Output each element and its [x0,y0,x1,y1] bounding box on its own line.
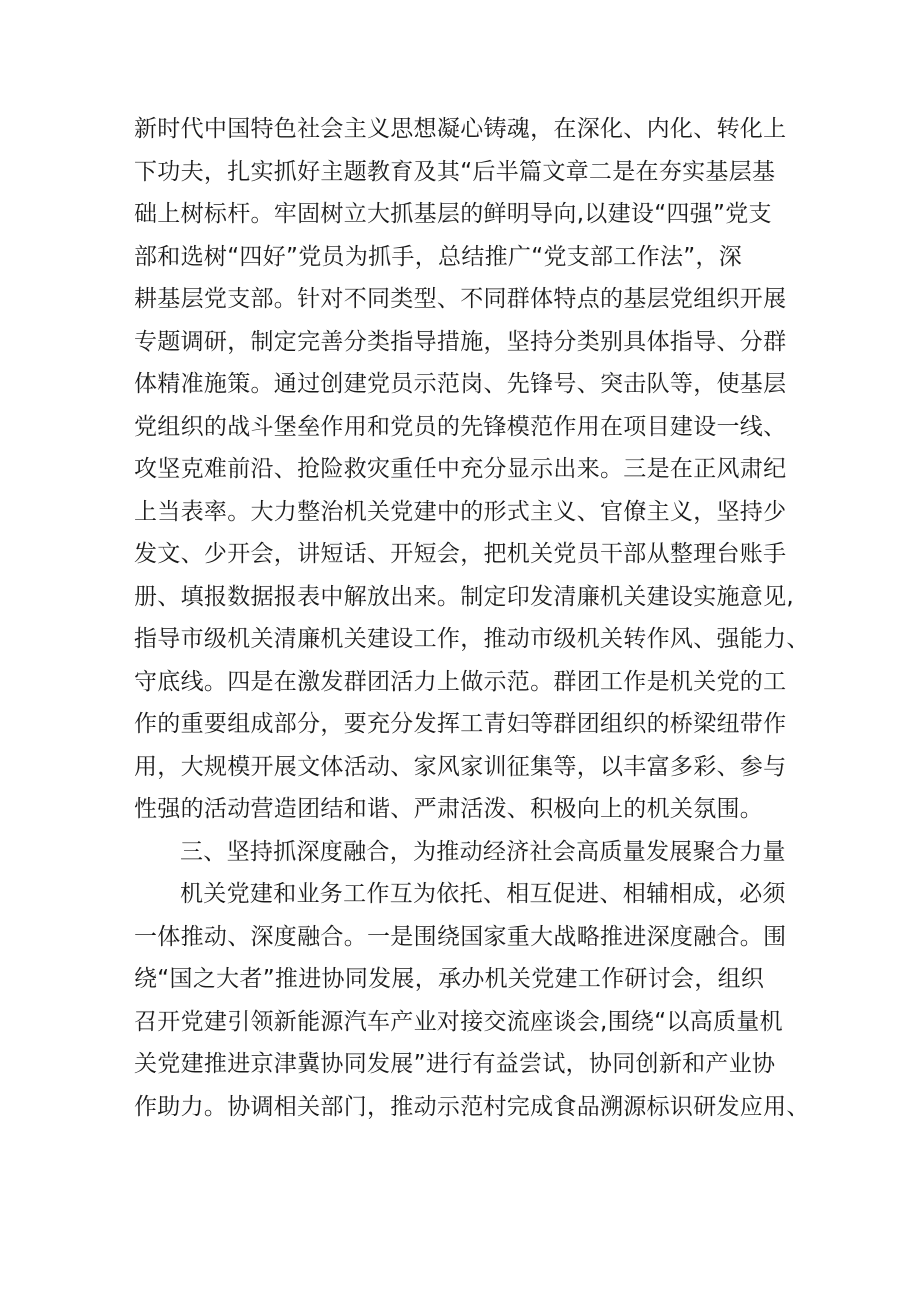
text-line: 部和选树“四好”党员为抓手，总结推广“党支部工作法”，深 [134,243,743,270]
text-line: 召开党建引领新能源汽车产业对接交流座谈会,围绕“以高质量机 [134,1008,783,1035]
body-text [134,108,810,1128]
text-line: 关党建推进京津冀协同发展”进行有益尝试，协同创新和产业协 [134,1051,776,1077]
text-line: 作的重要组成部分，要充分发挥工青妇等群团组织的桥梁纽带作 [134,711,787,737]
paragraph-first-line: 机关党建和业务工作互为依托、相互促进、相辅相成，必须 [180,881,786,907]
text-line: 耕基层党支部。针对不同类型、不同群体特点的基层党组织开展 [134,286,787,312]
text-line: 一体推动、深度融合。一是围绕国家重大战略推进深度融合。围 [134,923,787,950]
text-line: 作助力。协调相关部门，推动示范村完成食品溯源标识研发应用、 [134,1093,810,1120]
text-line: 性强的活动营造团结和谐、严肃活泼、积极向上的机关氛围。 [134,796,764,822]
text-line: 下功夫，扎实抓好主题教育及其“后半篇文章二是在夯实基层基 [134,158,776,185]
text-line: 上当表率。大力整治机关党建中的形式主义、官僚主义，坚持少 [134,498,787,525]
text-line: 攻坚克难前沿、抢险救灾重任中充分显示出来。三是在正风肃纪 [134,456,787,482]
text-line: 用，大规模开展文体活动、家风家训征集等，以丰富多彩、参与 [134,753,787,780]
text-line: 新时代中国特色社会主义思想凝心铸魂，在深化、内化、转化上 [134,116,787,142]
text-line: 专题调研，制定完善分类指导措施，坚持分类别具体指导、分群 [134,328,787,355]
section-heading: 三、坚持抓深度融合，为推动经济社会高质量发展聚合力量 [180,838,786,865]
text-line: 指导市级机关清廉机关建设工作，推动市级机关转作风、强能力、 [134,626,810,652]
text-line: 册、填报数据报表中解放出来。制定印发清廉机关建设实施意见, [134,583,795,610]
text-line: 绕“国之大者”推进协同发展，承办机关党建工作研讨会，组织 [134,966,765,992]
text-line: 体精准施策。通过创建党员示范岗、先锋号、突击队等，使基层 [134,371,787,397]
text-line: 发文、少开会，讲短话、开短会，把机关党员干部从整理台账手 [134,541,787,567]
text-line: 础上树标杆。牢固树立大抓基层的鲜明导向,以建设“四强”党支 [134,201,772,227]
text-line: 党组织的战斗堡垒作用和党员的先锋模范作用在项目建设一线、 [134,413,787,440]
text-line: 守底线。四是在激发群团活力上做示范。群团工作是机关党的工 [134,668,787,695]
